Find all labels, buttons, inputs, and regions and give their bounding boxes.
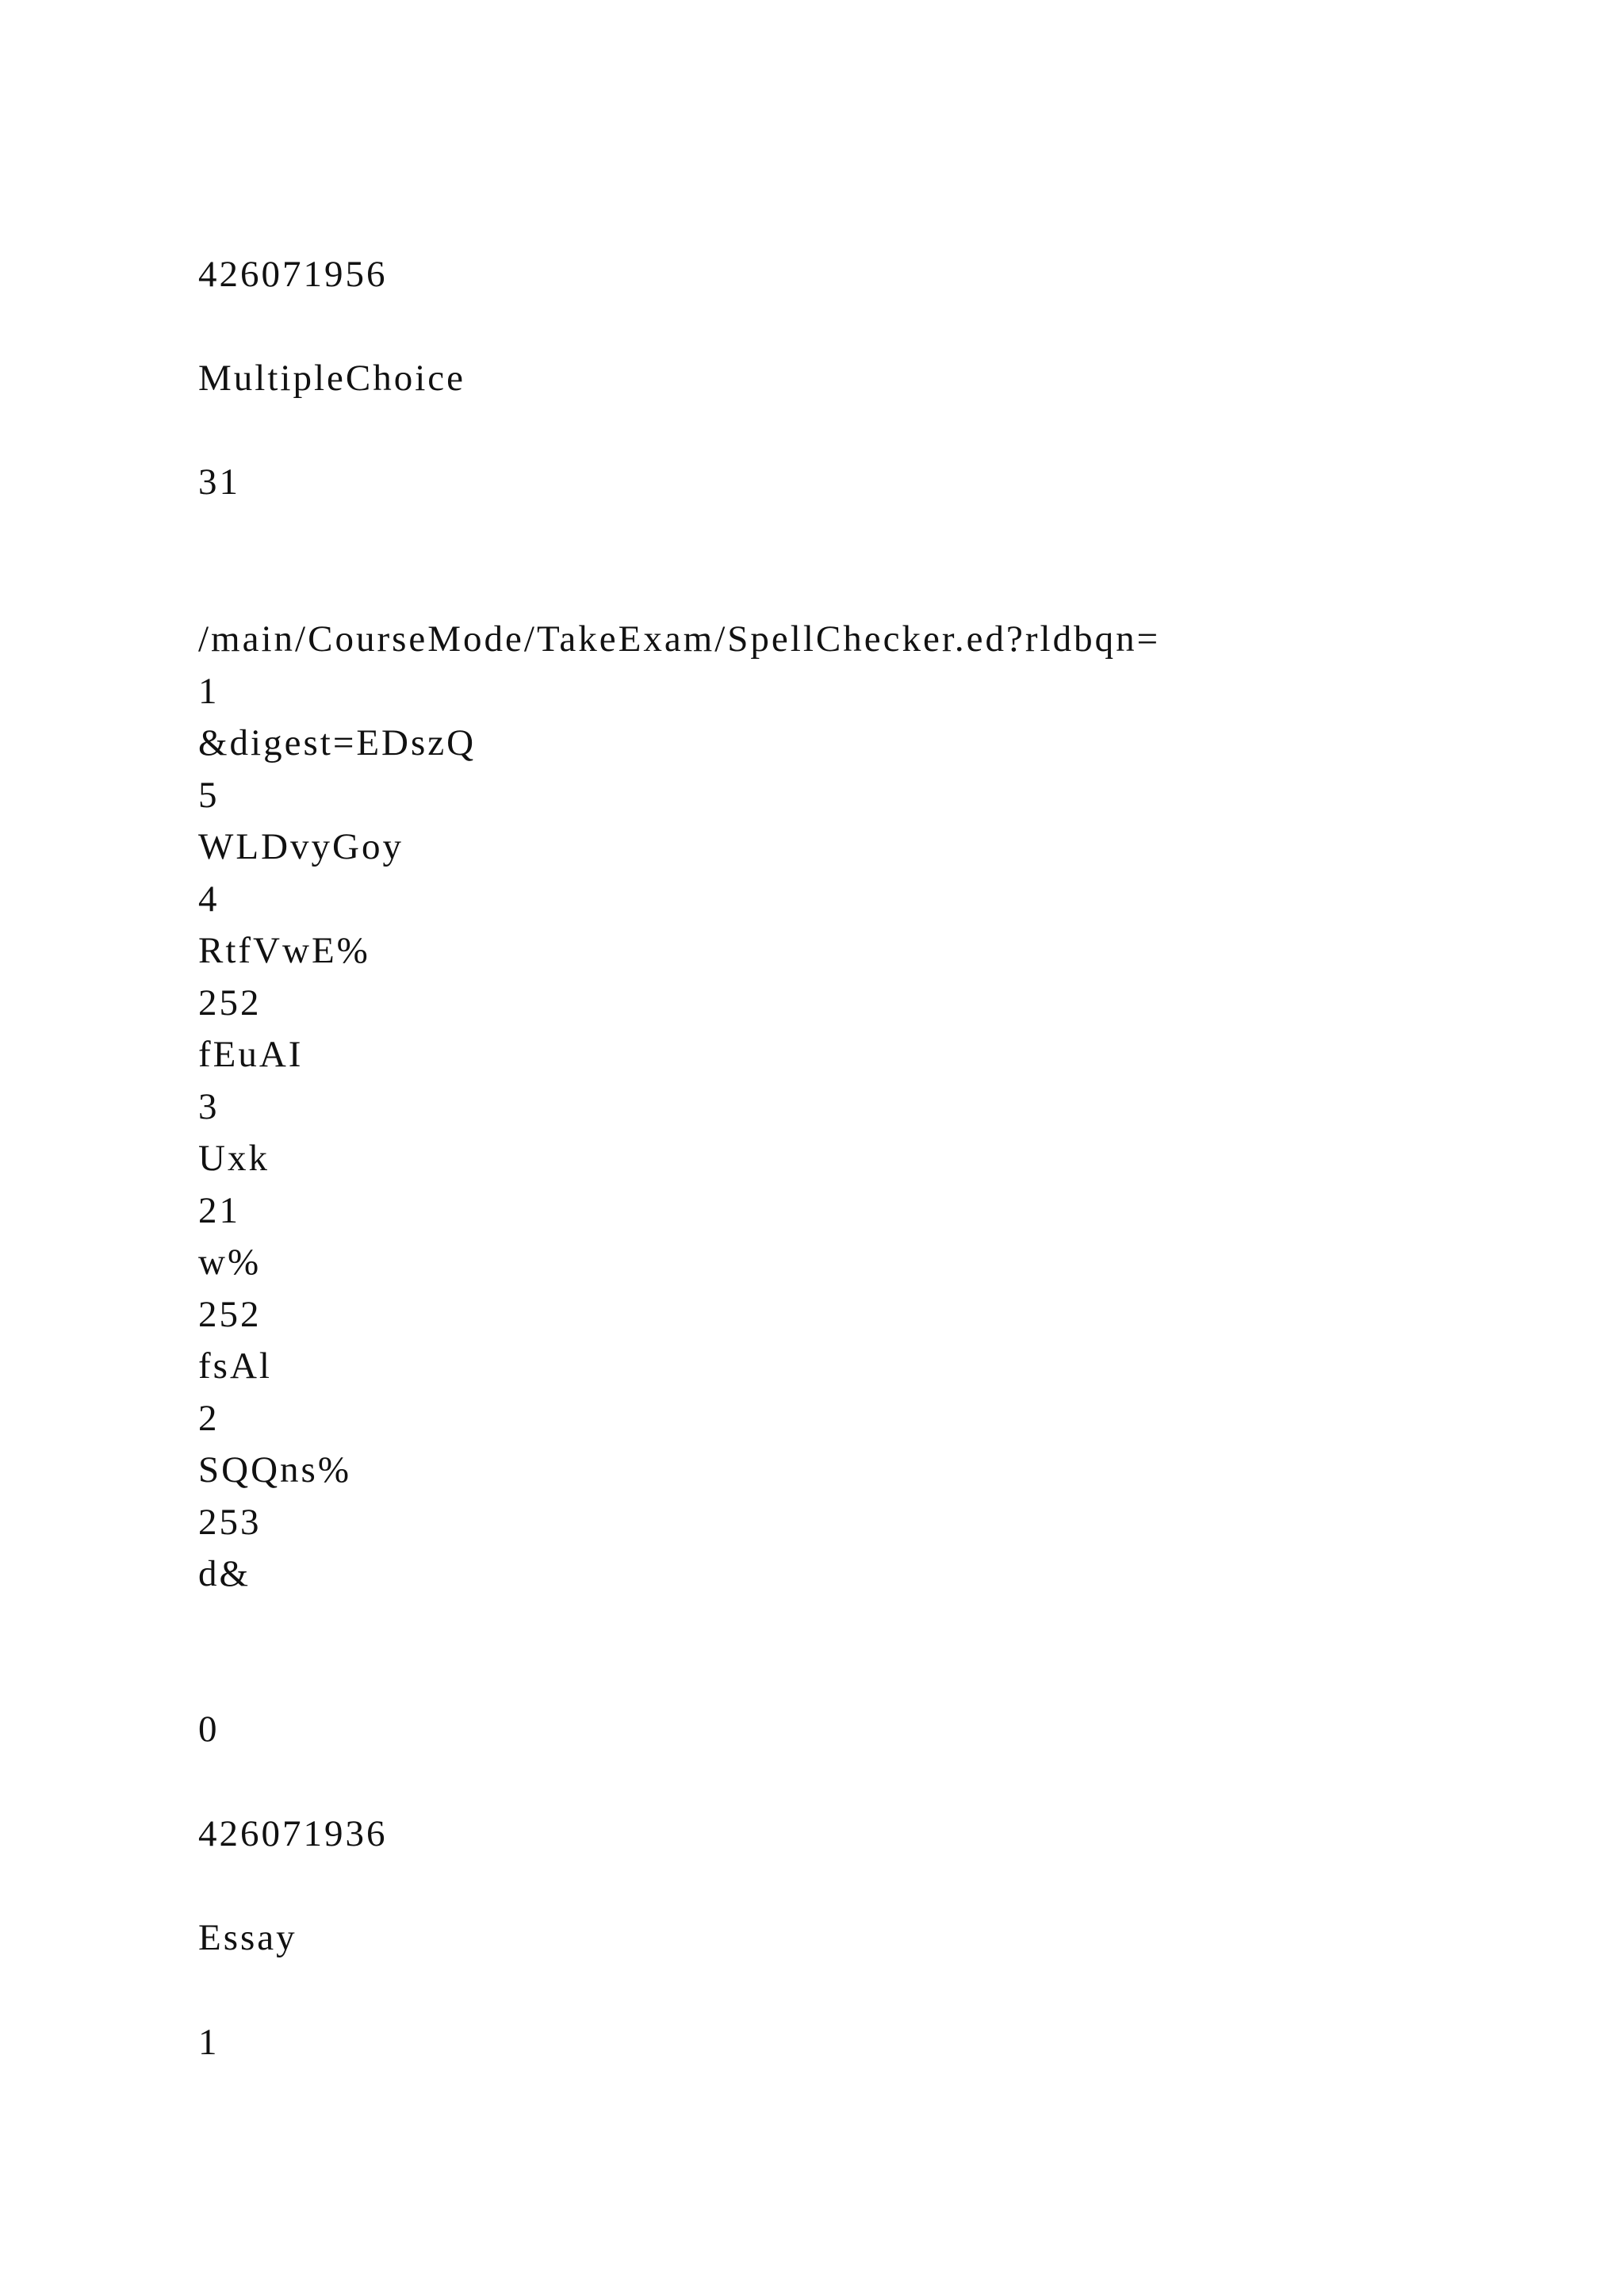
url-fragment: SQQns%	[198, 1449, 351, 1490]
question-number: 1	[198, 2022, 220, 2063]
question-id: 426071936	[198, 1813, 388, 1854]
url-fragment: RtfVwE%	[198, 930, 370, 971]
url-fragment: 2	[198, 1398, 220, 1439]
question-number: 31	[198, 461, 240, 503]
url-fragment: 253	[198, 1502, 262, 1543]
url-fragment: WLDvyGoy	[198, 826, 404, 867]
url-fragment: 252	[198, 982, 262, 1024]
url-fragment: 3	[198, 1086, 220, 1127]
separator-value: 0	[198, 1709, 220, 1750]
url-fragment: 4	[198, 878, 220, 920]
url-fragment: &digest=EDszQ	[198, 722, 477, 763]
url-fragment: w%	[198, 1242, 262, 1283]
url-fragment: 252	[198, 1294, 262, 1335]
question-type: MultipleChoice	[198, 358, 466, 399]
url-fragment: d&	[198, 1553, 251, 1594]
question-type: Essay	[198, 1917, 297, 1958]
url-fragment: 5	[198, 775, 220, 816]
url-fragment: Uxk	[198, 1138, 270, 1179]
url-fragment: 21	[198, 1190, 240, 1231]
spellcheck-url-path: /main/CourseMode/TakeExam/SpellChecker.ed?rldbqn=	[198, 618, 1161, 660]
question-id: 426071956	[198, 254, 388, 295]
url-fragment: 1	[198, 671, 220, 712]
url-fragment: fsAl	[198, 1345, 272, 1387]
url-fragment: fEuAI	[198, 1034, 304, 1075]
